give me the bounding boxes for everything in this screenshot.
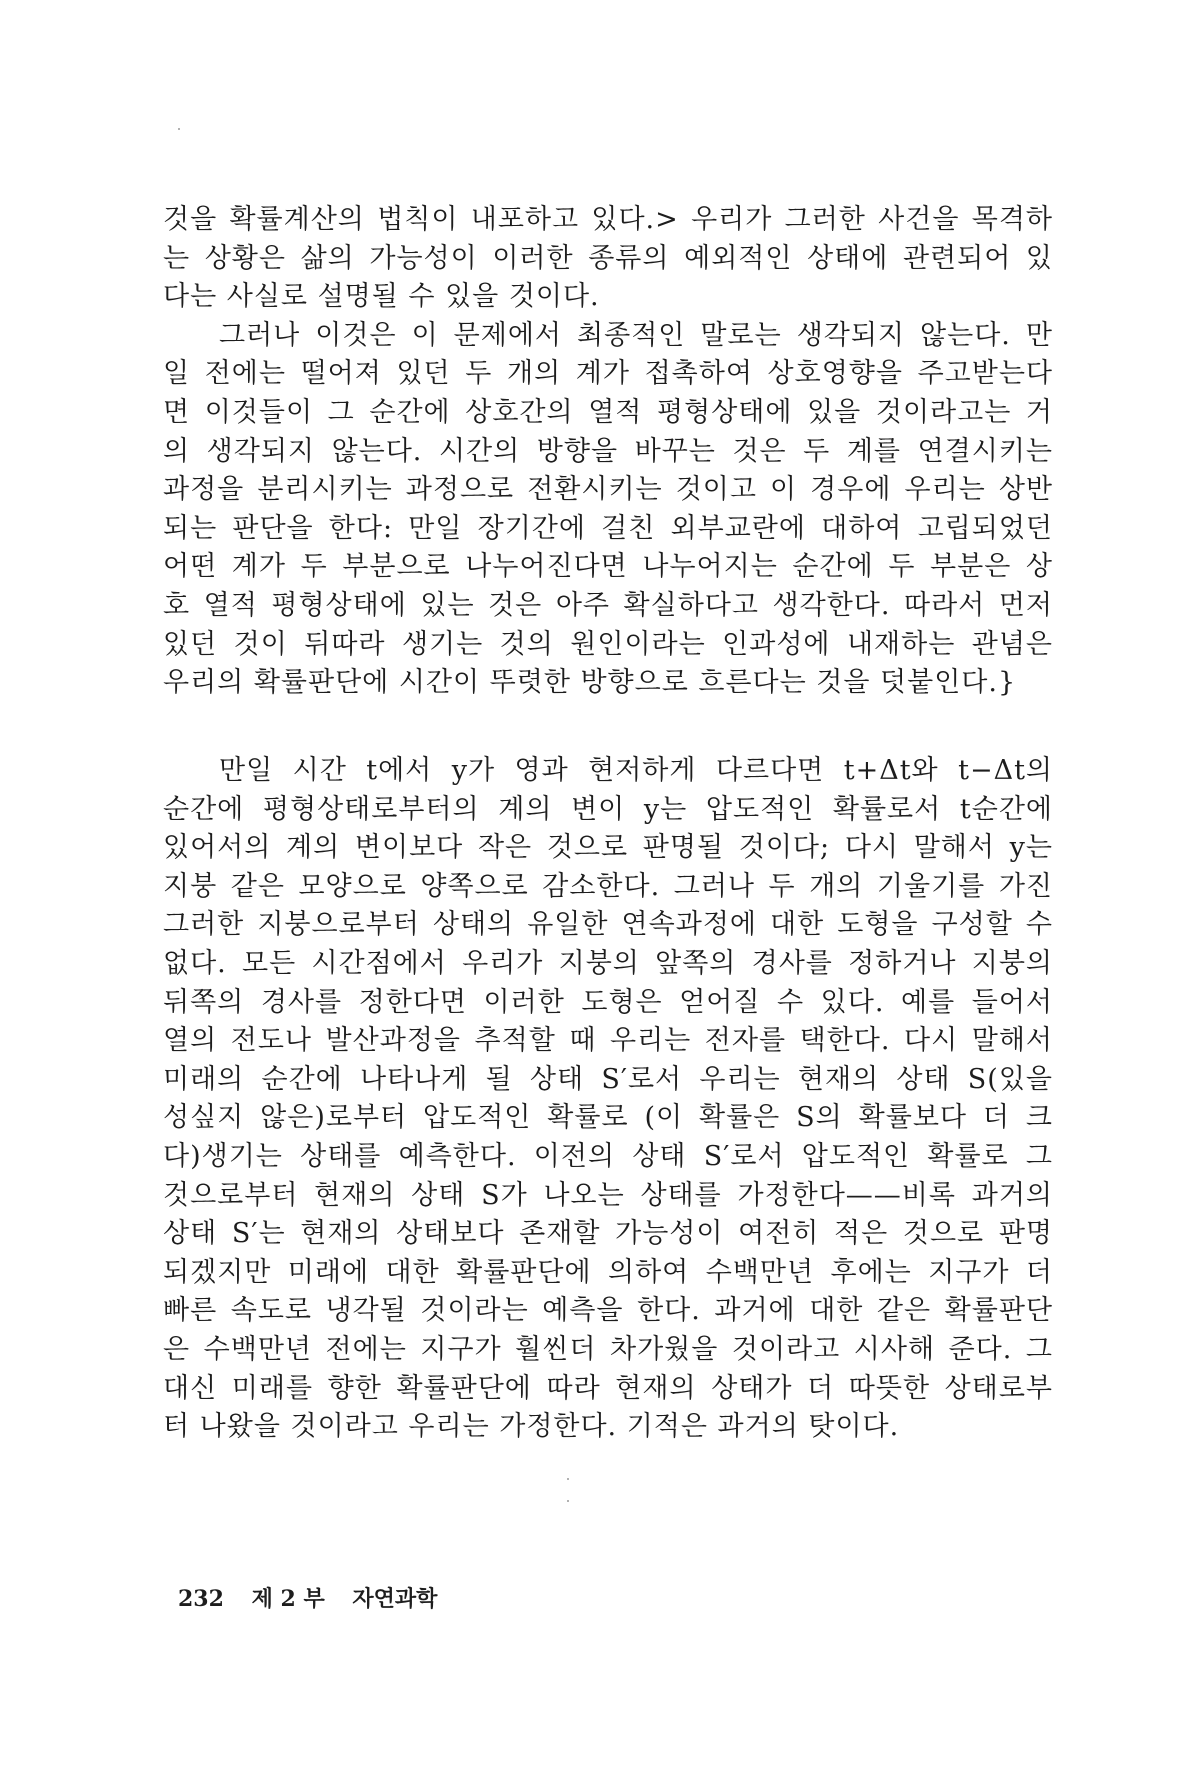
text-line: 성싶지 않은)로부터 압도적인 확률로 (이 확률은 S의 확률보다 더 크 xyxy=(163,1102,1053,1134)
text-line: 순간에 평형상태로부터의 계의 변이 y는 압도적인 확률로서 t순간에 xyxy=(163,793,1053,825)
text-line: 일 전에는 떨어져 있던 두 개의 계가 접촉하여 상호영향을 주고받는다 xyxy=(163,358,1053,390)
text-line: 되겠지만 미래에 대한 확률판단에 의하여 수백만년 후에는 지구가 더 xyxy=(163,1256,1053,1288)
text-line: 어떤 계가 두 부분으로 나누어진다면 나누어지는 순간에 두 부분은 상 xyxy=(163,551,1053,583)
scan-speck xyxy=(178,128,180,130)
text-line: 과정을 분리시키는 과정으로 전환시키는 것이고 이 경우에 우리는 상반 xyxy=(163,474,1053,506)
text-line: 만일 시간 t에서 y가 영과 현저하게 다르다면 t+Δt와 t−Δt의 xyxy=(219,755,1053,786)
text-line: 그러나 이것은 이 문제에서 최종적인 말로는 생각되지 않는다. 만 xyxy=(219,319,1053,351)
text-line: 있던 것이 뒤따라 생기는 것의 원인이라는 인과성에 내재하는 관념은 xyxy=(163,628,1053,660)
text-line: 미래의 순간에 나타나게 될 상태 S′로서 우리는 현재의 상태 S(있을 xyxy=(163,1063,1053,1095)
text-line: 없다. 모든 시간점에서 우리가 지붕의 앞쪽의 경사를 정하거나 지붕의 xyxy=(163,947,1053,979)
paragraph xyxy=(163,201,1053,317)
page-footer xyxy=(178,1582,457,1613)
text-line: 우리의 확률판단에 시간이 뚜렷한 방향으로 흐른다는 것을 덧붙인다.} xyxy=(163,667,1017,699)
scan-speck xyxy=(567,1478,569,1480)
text-line: 다)생기는 상태를 예측한다. 이전의 상태 S′로서 압도적인 확률로 그 xyxy=(163,1140,1053,1172)
text-line: 그러한 지붕으로부터 상태의 유일한 연속과정에 대한 도형을 구성할 수 xyxy=(163,909,1053,941)
text-line: 뒤쪽의 경사를 정한다면 이러한 도형은 얻어질 수 있다. 예를 들어서 xyxy=(163,986,1053,1018)
text-line: 지붕 같은 모양으로 양쪽으로 감소한다. 그러나 두 개의 기울기를 가진 xyxy=(163,870,1053,902)
text-line: 대신 미래를 향한 확률판단에 따라 현재의 상태가 더 따뜻한 상태로부 xyxy=(163,1372,1053,1404)
text-line: 호 열적 평형상태에 있는 것은 아주 확실하다고 생각한다. 따라서 먼저 xyxy=(163,589,1053,621)
scan-speck xyxy=(567,1500,569,1502)
text-line: 의 생각되지 않는다. 시간의 방향을 바꾸는 것은 두 계를 연결시키는 xyxy=(163,435,1053,467)
text-line: 상태 S′는 현재의 상태보다 존재할 가능성이 여전히 적은 것으로 판명 xyxy=(163,1218,1053,1250)
lower-text-block xyxy=(163,752,1053,1447)
text-line: 터 나왔을 것이라고 우리는 가정한다. 기적은 과거의 탓이다. xyxy=(163,1411,900,1443)
part-label: 제 2 부 xyxy=(251,1586,325,1612)
text-line: 있어서의 계의 변이보다 작은 것으로 판명될 것이다; 다시 말해서 y는 xyxy=(163,832,1053,864)
text-line: 은 수백만년 전에는 지구가 훨씬더 차가웠을 것이라고 시사해 준다. 그 xyxy=(163,1333,1053,1365)
paragraph xyxy=(163,317,1053,703)
text-line: 빠른 속도로 냉각될 것이라는 예측을 한다. 과거에 대한 같은 확률판단 xyxy=(163,1295,1053,1327)
text-line: 는 상황은 삶의 가능성이 이러한 종류의 예외적인 상태에 관련되어 있 xyxy=(163,242,1053,274)
text-line: 다는 사실로 설명될 수 있을 것이다. xyxy=(163,281,600,313)
text-line: 면 이것들이 그 순간에 상호간의 열적 평형상태에 있을 것이라고는 거 xyxy=(163,396,1053,428)
text-line: 것을 확률계산의 법칙이 내포하고 있다.> 우리가 그러한 사건을 목격하 xyxy=(163,204,1053,235)
upper-text-block xyxy=(163,201,1053,703)
text-line: 되는 판단을 한다: 만일 장기간에 걸친 외부교란에 대하여 고립되었던 xyxy=(163,512,1053,544)
section-label: 자연과학 xyxy=(352,1586,438,1612)
paragraph xyxy=(163,752,1053,1447)
text-line: 열의 전도나 발산과정을 추적할 때 우리는 전자를 택한다. 다시 말해서 xyxy=(163,1025,1053,1057)
page-number: 232 xyxy=(178,1586,224,1612)
text-line: 것으로부터 현재의 상태 S가 나오는 상태를 가정한다——비록 과거의 xyxy=(163,1179,1053,1211)
